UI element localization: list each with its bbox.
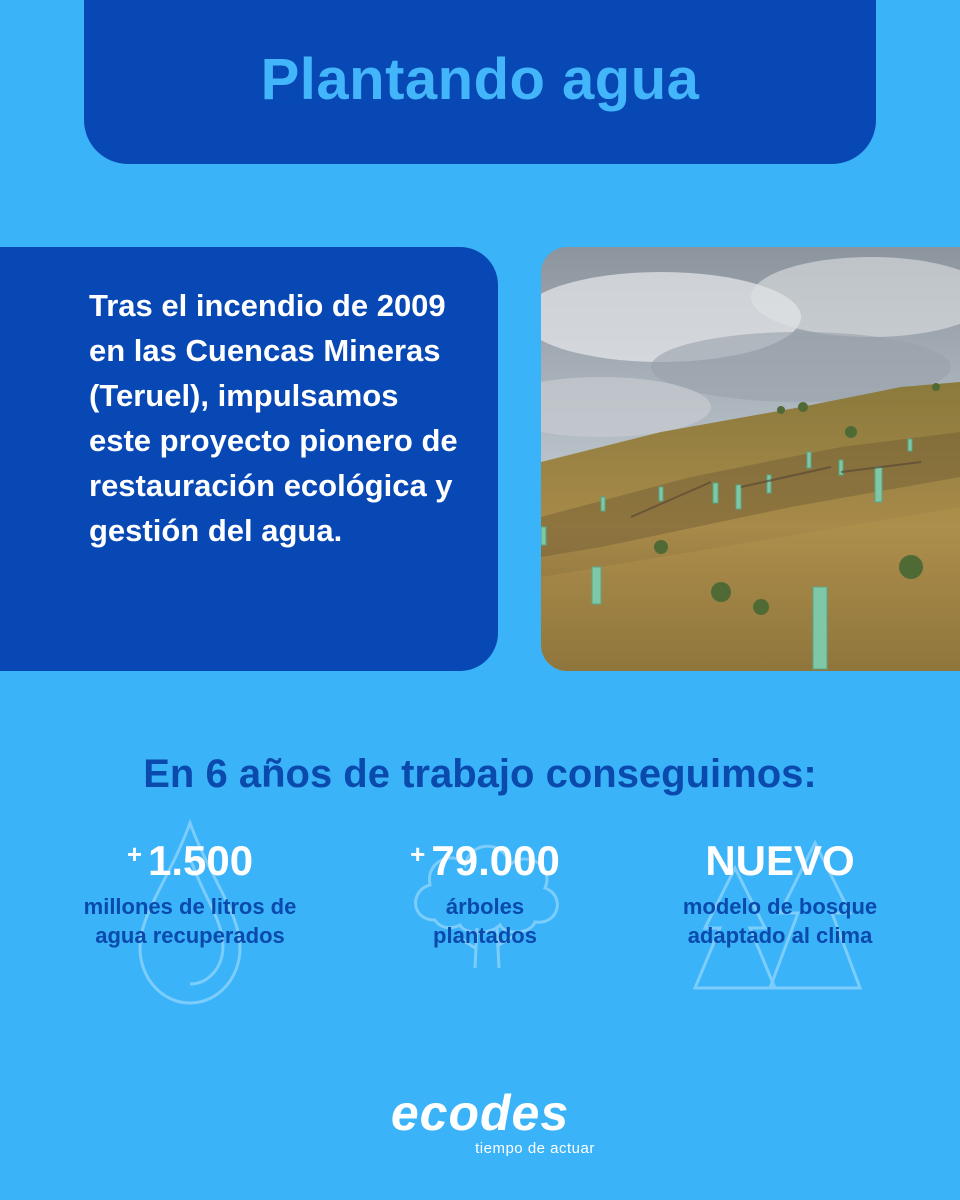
ecodes-logo [0,1085,960,1157]
stat-trees [375,837,595,950]
page-title: Plantando agua [260,46,700,112]
stat-forest-label: modelo de bosque adaptado al clima [682,894,878,948]
stat-trees-value: 79.000 [431,837,560,884]
stat-trees-prefix: + [410,839,426,869]
hillside-photo [541,247,960,671]
logo-brand: ecodes [390,1085,570,1141]
stat-forest [650,837,910,950]
intro-card [0,247,498,671]
title-banner [84,0,876,164]
logo-tagline: tiempo de actuar [475,1140,595,1157]
stat-water-prefix: + [126,839,143,869]
intro-text: Tras el incendio de 2009 en las Cuencas Mineras (Teruel), impulsamos este proyecto pionero de restauración ecológica y gestión del agua. [89,288,458,548]
stat-water [60,837,320,950]
results-headline: En 6 años de trabajo conseguimos: [143,752,817,796]
stat-water-value: 1.500 [148,837,254,884]
stat-forest-value: NUEVO [705,837,855,884]
stat-trees-label: árboles plantados [433,894,537,948]
stat-water-label: millones de litros de agua recuperados [83,894,297,948]
